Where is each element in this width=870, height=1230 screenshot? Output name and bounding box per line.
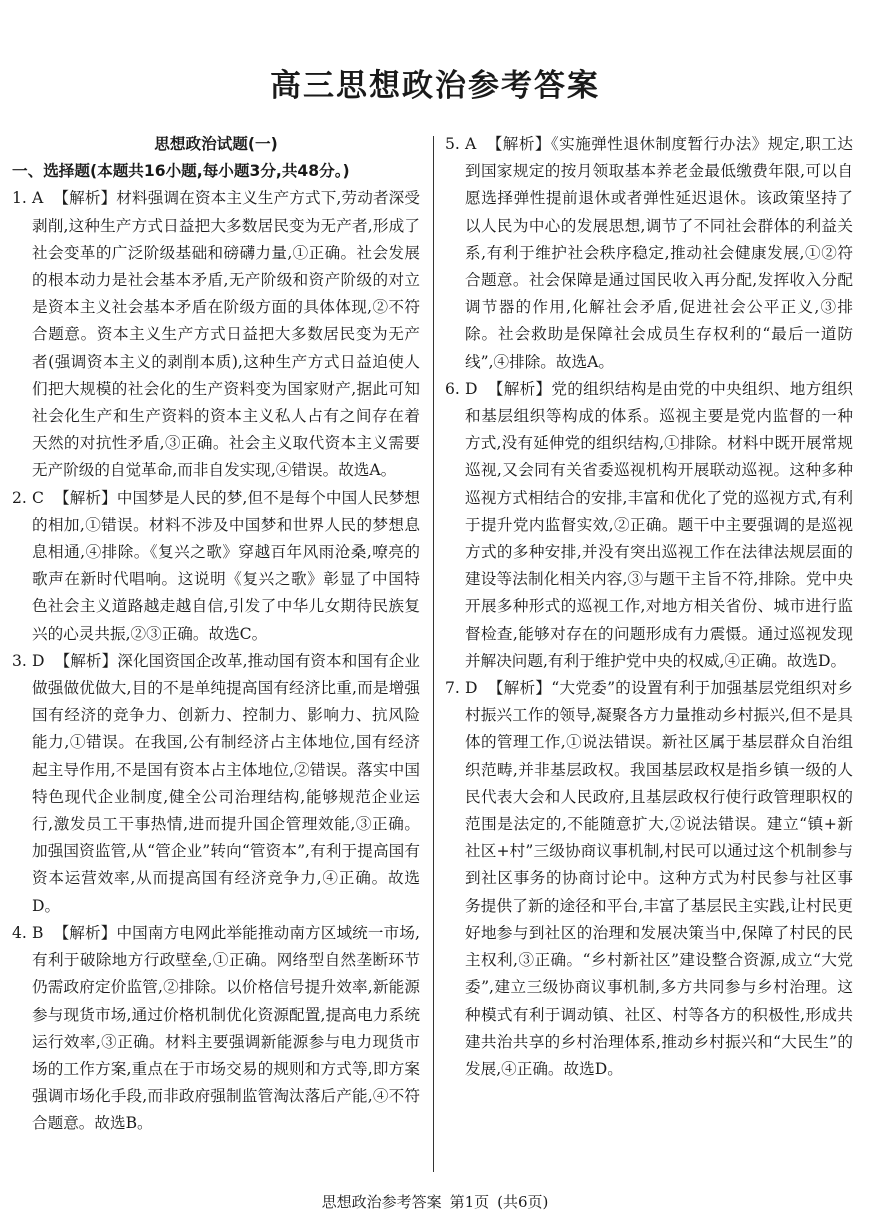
answer-item-3: [12, 648, 420, 920]
footer-subject: 思想政治参考答案: [321, 1193, 442, 1211]
answer-item-6: [445, 376, 853, 675]
answer-explanation: 【解析】党的组织结构是由党的中央组织、地方组织和基层组织等构成的体系。巡视主要是党内监督的一种方式,没有延伸党的组织结构,①排除。材料中既开展常规巡视,又会同有关省委巡视机构开展联动巡视。这种多种巡视方式相结合的安排,丰富和优化了党的巡视方式,有利于提升党内监督实效,②正确。题干中主要强调的是巡视方式的多种安排,并没有突出巡视工作在法律法规层面的建设等法制化相关内容,③与题干主旨不符,排除。党中央开展多种形式的巡视工作,对地方相关省份、城市进行监督检查,能够对存在的问题形成有力震慑。通过巡视发现并解决问题,有利于维护党中央的权威,④正确。故选D。: [465, 379, 853, 670]
column-divider: [433, 136, 434, 1172]
answer-choice: B: [32, 923, 44, 942]
answer-choice: A: [32, 189, 44, 208]
page-footer: [0, 1190, 870, 1214]
answer-explanation: 【解析】中国南方电网此举能推动南方区域统一市场,有利于破除地方行政壁垒,①正确。网络型自然垄断环节仍需政府定价监管,②排除。以价格信号提升效率,新能源参与现货市场,通过价格机制优化资源配置,提高电力系统运行效率,③正确。材料主要强调新能源参与电力现货市场的工作方案,重点在于市场交易的规则和方式等,即方案强调市场化手段,而非政府强制监管淘汰落后产能,④不符合题意。故选B。: [32, 923, 420, 1133]
answer-explanation: 【解析】中国梦是人民的梦,但不是每个中国人民梦想的相加,①错误。材料不涉及中国梦和世界人民的梦想息息相通,④排除。《复兴之歌》穿越百年风雨沧桑,嘹亮的歌声在新时代唱响。这说明《复兴之歌》彰显了中国特色社会主义道路越走越自信,引发了中华儿女期待民族复兴的心灵共振,②③正确。故选C。: [32, 488, 420, 643]
answer-item-4: [12, 920, 420, 1138]
answer-number: 3.: [12, 651, 27, 670]
section-heading: 一、选择题(本题共16小题,每小题3分,共48分。): [12, 162, 350, 181]
answer-choice: D: [32, 651, 45, 670]
footer-page-number: 第1页: [449, 1193, 490, 1211]
answer-item-1: [12, 185, 420, 484]
footer-total-pages: (共6页): [497, 1193, 549, 1211]
answer-number: 6.: [445, 379, 460, 398]
answer-number: 7.: [445, 679, 460, 698]
answer-choice: A: [465, 135, 477, 153]
exam-title: 思想政治试题(一): [154, 135, 278, 153]
answer-number: 1.: [12, 189, 27, 208]
left-column: [12, 131, 420, 1138]
answer-number: 4.: [12, 923, 27, 942]
answer-explanation: 【解析】《实施弹性退休制度暂行办法》规定,职工达到国家规定的按月领取基本养老金最低缴费年限,可以自愿选择弹性提前退休或者弹性延迟退休。该政策坚持了以人民为中心的发展思想,调节了不同社会群体的利益关系,有利于维护社会秩序稳定,推动社会健康发展,①②符合题意。社会保障是通过国民收入再分配,发挥收入分配调节器的作用,化解社会矛盾,促进社会公平正义,③排除。社会救助是保障社会成员生存权利的“最后一道防线”,④排除。故选A。: [465, 135, 853, 371]
answer-number: 5.: [445, 135, 460, 153]
answer-choice: D: [465, 379, 478, 398]
answer-choice: D: [465, 679, 478, 698]
answer-explanation: 【解析】“大党委”的设置有利于加强基层党组织对乡村振兴工作的领导,凝聚各方力量推动乡村振兴,但不是具体的管理工作,①说法错误。新社区属于基层群众自治组织范畴,并非基层政权。我国基层政权是指乡镇一级的人民代表大会和人民政府,且基层政权行使行政管理职权的范围是法定的,不能随意扩大,②说法错误。建立“镇+新社区+村”三级协商议事机制,村民可以通过这个机制参与到社区事务的协商讨论中。这种方式为村民参与社区事务提供了新的途径和平台,丰富了基层民主实践,让村民更好地参与到社区的治理和发展决策当中,保障了村民的民主权利,③正确。“乡村新社区”建设整合资源,成立“大党委”,建立三级协商议事机制,多方共同参与乡村治理。这种模式有利于调动镇、社区、村等各方的积极性,形成共建共治共享的乡村治理体系,推动乡村振兴和“大民生”的发展,④正确。故选D。: [465, 679, 853, 1078]
page-title: 高三思想政治参考答案: [270, 68, 600, 104]
right-column: [445, 131, 853, 1083]
answer-choice: C: [32, 488, 44, 507]
answer-explanation: 【解析】材料强调在资本主义生产方式下,劳动者深受剥削,这种生产方式日益把大多数居民变为无产者,形成了社会变革的广泛阶级基础和磅礴力量,①正确。社会发展的根本动力是社会基本矛盾,无产阶级和资产阶级的对立是资本主义社会基本矛盾在阶级方面的具体体现,②不符合题意。资本主义生产方式日益把大多数居民变为无产者(强调资本主义的剥削本质),这种生产方式日益迫使人们把大规模的社会化的生产资料变为国家财产,据此可知社会化生产和生产资料的资本主义私人占有之间存在着天然的对抗性矛盾,③正确。社会主义取代资本主义需要无产阶级的自觉革命,而非自发实现,④错误。故选A。: [32, 189, 420, 480]
answer-item-2: [12, 485, 420, 648]
answer-number: 2.: [12, 488, 27, 507]
answer-item-7: [445, 675, 853, 1083]
answer-item-5: [445, 131, 853, 376]
answer-explanation: 【解析】深化国资国企改革,推动国有资本和国有企业做强做优做大,目的不是单纯提高国有经济比重,而是增强国有经济的竞争力、创新力、控制力、影响力、抗风险能力,①错误。在我国,公有制经济占主体地位,国有经济起主导作用,不是国有资本占主体地位,②错误。落实中国特色现代企业制度,健全公司治理结构,能够规范企业运行,激发员工干事热情,进而提升国企管理效能,③正确。加强国资监管,从“管企业”转向“管资本”,有利于提高国有资本运营效率,从而提高国有经济竞争力,④正确。故选D。: [32, 651, 420, 915]
